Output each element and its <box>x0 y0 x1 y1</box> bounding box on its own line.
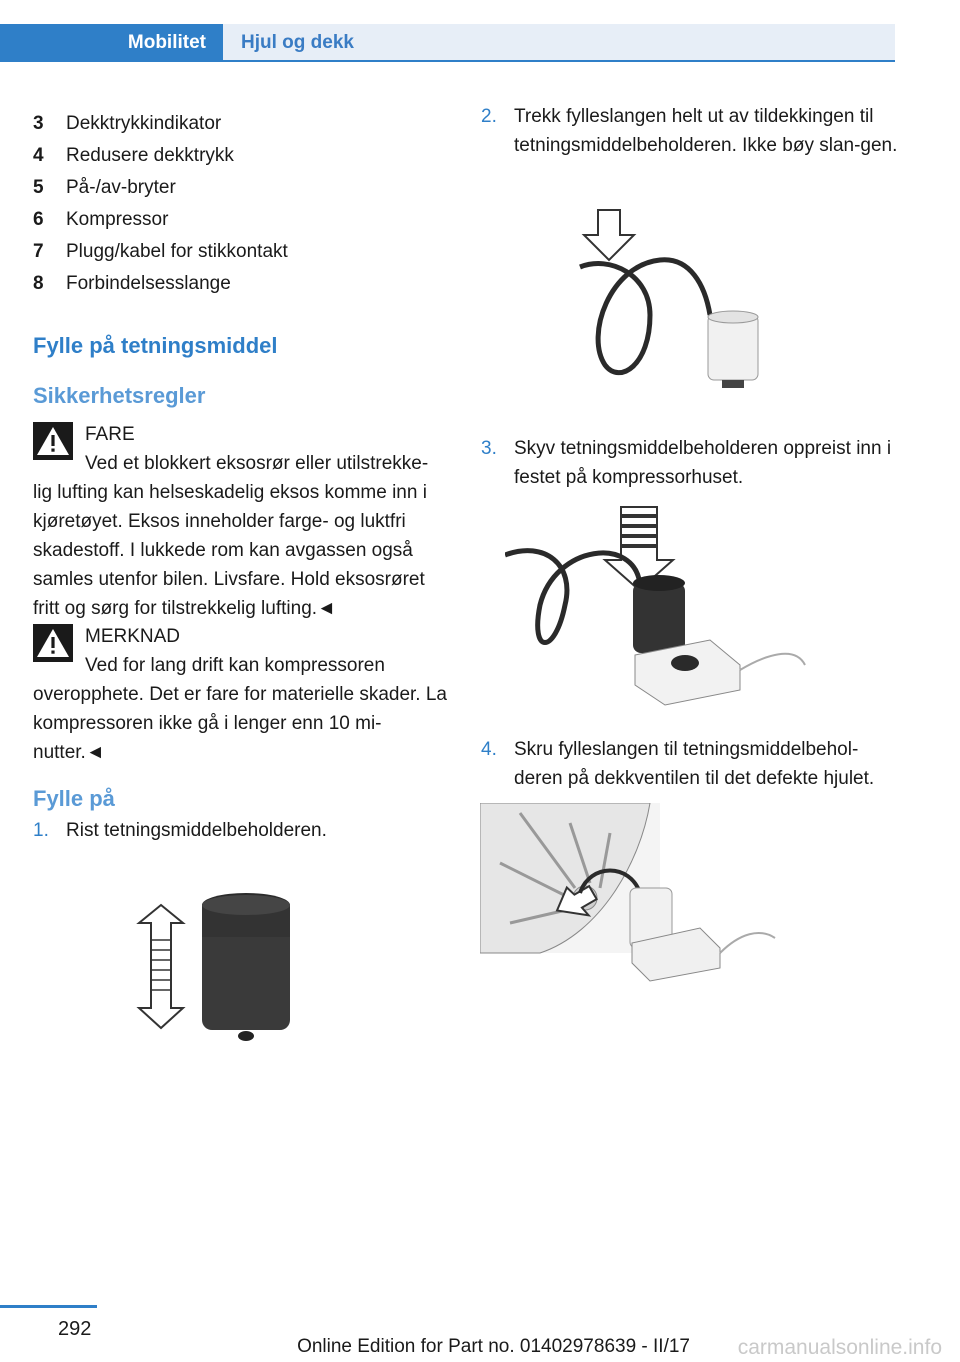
watermark: carmanualsonline.info <box>737 1336 942 1359</box>
warning-icon <box>33 422 73 460</box>
edition-note: Online Edition for Part no. 01402978639 - II/17 <box>297 1336 690 1357</box>
warning-text: lig lufting kan helseskadelig eksos komme inn i kjøretøyet. Eksos inneholder farge- og luktfri skadestoff. I lukkede rom kan avgassen også samles utenfor bilen. Livsfare. Hold eksosrøret fritt og sørg for tilstrekkelig lufting.◄ <box>33 482 427 619</box>
step-3: 3. Skyv tetningsmiddelbeholderen oppreist inn i festet på kompressorhuset. <box>481 438 892 488</box>
warning-title: FARE <box>85 424 135 445</box>
pull-hose-illustration <box>570 205 770 395</box>
subsection-fill: Fylle på <box>33 786 115 811</box>
step-2: 2. Trekk fylleslangen helt ut av tildekkingen til tetningsmiddelbeholderen. Ikke bøy slan-gen. <box>481 106 898 156</box>
connect-hose-to-wheel-illustration <box>480 803 780 983</box>
step-1: 1. Rist tetningsmiddelbeholderen. <box>33 820 327 841</box>
legend-item: 8 Forbindelsesslange <box>33 273 231 294</box>
warning-danger <box>33 420 448 623</box>
legend-item: 5 På-/av-bryter <box>33 177 176 198</box>
warning-text: overopphete. Det er fare for materielle skader. La kompressoren ikke gå i lenger enn 10 mi-nutter.◄ <box>33 684 448 763</box>
tab-mobilitet[interactable]: Mobilitet <box>0 24 223 60</box>
tab-hjul-og-dekk[interactable]: Hjul og dekk <box>223 24 895 60</box>
component-legend <box>33 112 288 304</box>
footer-rule <box>0 1305 97 1308</box>
section-title: Fylle på tetningsmiddel <box>33 333 278 358</box>
legend-item: 6 Kompressor <box>33 209 169 230</box>
insert-canister-illustration <box>505 505 815 715</box>
subsection-safety: Sikkerhetsregler <box>33 383 206 408</box>
header-tabbar <box>0 24 895 62</box>
warning-notice <box>33 622 448 767</box>
page-number: 292 <box>58 1318 92 1340</box>
legend-item: 3 Dekktrykkindikator <box>33 113 222 134</box>
legend-item: 4 Redusere dekktrykk <box>33 145 234 166</box>
warning-text-first-line: Ved et blokkert eksosrør eller utilstrekke- <box>85 453 429 474</box>
warning-icon <box>33 624 73 662</box>
warning-text-first-line: Ved for lang drift kan kompressoren <box>85 655 385 676</box>
legend-item: 7 Plugg/kabel for stikkontakt <box>33 241 288 262</box>
warning-title: MERKNAD <box>85 626 181 647</box>
step-4: 4. Skru fylleslangen til tetningsmiddelbehol-deren på dekkventilen til det defekte hjulet. <box>481 739 875 789</box>
shake-canister-illustration <box>135 890 305 1045</box>
